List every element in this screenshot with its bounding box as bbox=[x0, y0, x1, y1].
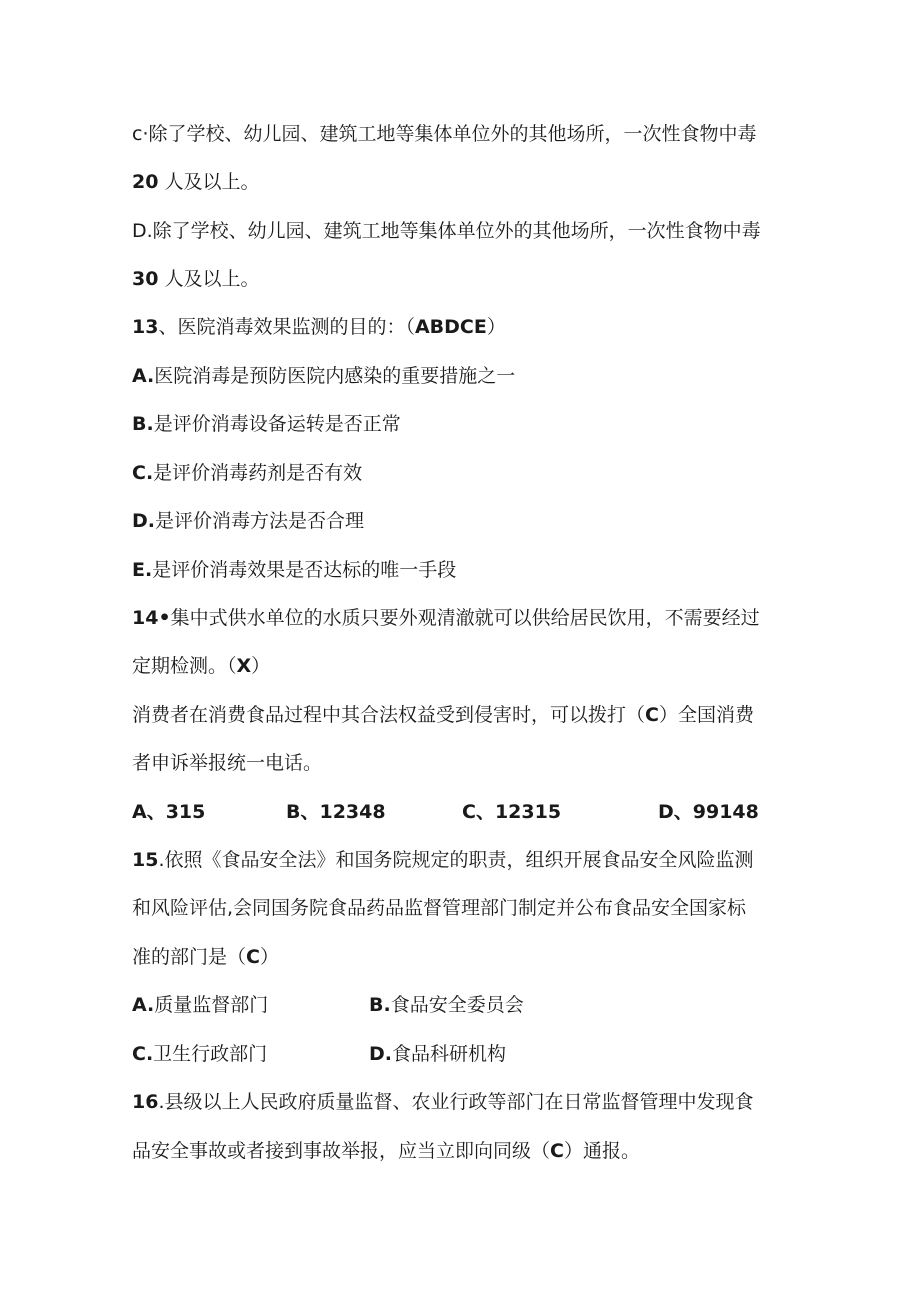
option-letter: C. bbox=[132, 1043, 154, 1065]
text: 消费者在消费食品过程中其合法权益受到侵害时，可以拨打（ bbox=[132, 704, 646, 726]
question-text-line bbox=[132, 703, 792, 727]
question-number: 15 bbox=[132, 849, 159, 871]
text: D.除了学校、幼儿园、建筑工地等集体单位外的其他场所，一次性食物中毒 bbox=[132, 220, 761, 242]
question-text: .县级以上人民政府质量监督、农业行政等部门在日常监督管理中发现食 bbox=[158, 1091, 754, 1113]
option-text: 是评价消毒方法是否合理 bbox=[155, 510, 365, 532]
option-a: A、315 bbox=[132, 801, 206, 823]
question-text: 集中式供水单位的水质只要外观清澈就可以供给居民饮用，不需要经过 bbox=[170, 607, 760, 629]
question-number: 13 bbox=[132, 316, 159, 338]
option-text: 是评价消毒效果是否达标的唯一手段 bbox=[152, 559, 457, 581]
text: ） bbox=[259, 946, 279, 968]
answer: ABDCE bbox=[414, 316, 487, 338]
text: ）全国消费 bbox=[658, 704, 754, 726]
option-letter: D. bbox=[132, 510, 155, 532]
option-letter: E. bbox=[132, 559, 153, 581]
question-number: 14• bbox=[132, 607, 171, 629]
option-b: B、12348 bbox=[286, 801, 386, 823]
text-line bbox=[132, 122, 792, 146]
text: c·除了学校、幼儿园、建筑工地等集体单位外的其他场所，一次性食物中毒 bbox=[132, 123, 757, 145]
option-c bbox=[132, 1042, 267, 1066]
option-text: 卫生行政部门 bbox=[153, 1043, 268, 1065]
text-line bbox=[132, 1139, 792, 1163]
text-line bbox=[132, 267, 792, 291]
question-number: 16 bbox=[132, 1091, 159, 1113]
option-text: 食品科研机构 bbox=[392, 1043, 507, 1065]
answer: C bbox=[550, 1140, 564, 1162]
option-letter: B. bbox=[369, 994, 391, 1016]
option-d bbox=[369, 1042, 506, 1066]
text-line bbox=[132, 654, 792, 678]
question-14 bbox=[132, 606, 792, 630]
answer: C bbox=[645, 704, 659, 726]
option-a bbox=[132, 364, 792, 388]
option-d: D、99148 bbox=[658, 801, 759, 823]
option-letter: D. bbox=[369, 1043, 392, 1065]
text: 人及以上。 bbox=[158, 171, 260, 193]
answer: C bbox=[246, 946, 260, 968]
answer: X bbox=[236, 655, 252, 677]
question-16 bbox=[132, 1090, 792, 1114]
text: ） bbox=[486, 316, 506, 338]
option-c: C、12315 bbox=[462, 801, 562, 823]
text-line bbox=[132, 170, 792, 194]
question-15 bbox=[132, 848, 792, 872]
option-e bbox=[132, 558, 792, 582]
text: ）通报。 bbox=[563, 1140, 640, 1162]
question-13 bbox=[132, 315, 792, 339]
option-text: 医院消毒是预防医院内感染的重要措施之一 bbox=[154, 365, 516, 387]
option-text: 食品安全委员会 bbox=[390, 994, 524, 1016]
text: 和风险评估,会同国务院食品药品监督管理部门制定并公布食品安全国家标 bbox=[132, 897, 747, 919]
number: 30 bbox=[132, 268, 159, 290]
text: 定期检测。（ bbox=[132, 655, 237, 677]
option-text: 是评价消毒药剂是否有效 bbox=[153, 462, 363, 484]
text: 人及以上。 bbox=[158, 268, 260, 290]
text: 准的部门是（ bbox=[132, 946, 247, 968]
option-d bbox=[132, 509, 792, 533]
option-letter: B. bbox=[132, 413, 154, 435]
number: 20 bbox=[132, 171, 159, 193]
text: 者申诉举报统一电话。 bbox=[132, 752, 323, 774]
option-text: 质量监督部门 bbox=[154, 994, 269, 1016]
option-c bbox=[132, 461, 792, 485]
option-letter: A. bbox=[132, 994, 155, 1016]
option-letter: C. bbox=[132, 462, 154, 484]
option-b bbox=[369, 993, 524, 1017]
question-text: 、医院消毒效果监测的目的：（ bbox=[158, 316, 415, 338]
option-a bbox=[132, 993, 268, 1017]
option-letter: A. bbox=[132, 365, 155, 387]
option-b bbox=[132, 412, 792, 436]
text: 品安全事故或者接到事故举报，应当立即向同级（ bbox=[132, 1140, 551, 1162]
text-line bbox=[132, 896, 792, 920]
text-line bbox=[132, 219, 792, 243]
option-text: 是评价消毒设备运转是否正常 bbox=[153, 413, 401, 435]
text-line bbox=[132, 751, 792, 775]
text: ） bbox=[251, 655, 271, 677]
text-line bbox=[132, 945, 792, 969]
question-text: .依照《食品安全法》和国务院规定的职责，组织开展食品安全风险监测 bbox=[158, 849, 754, 871]
